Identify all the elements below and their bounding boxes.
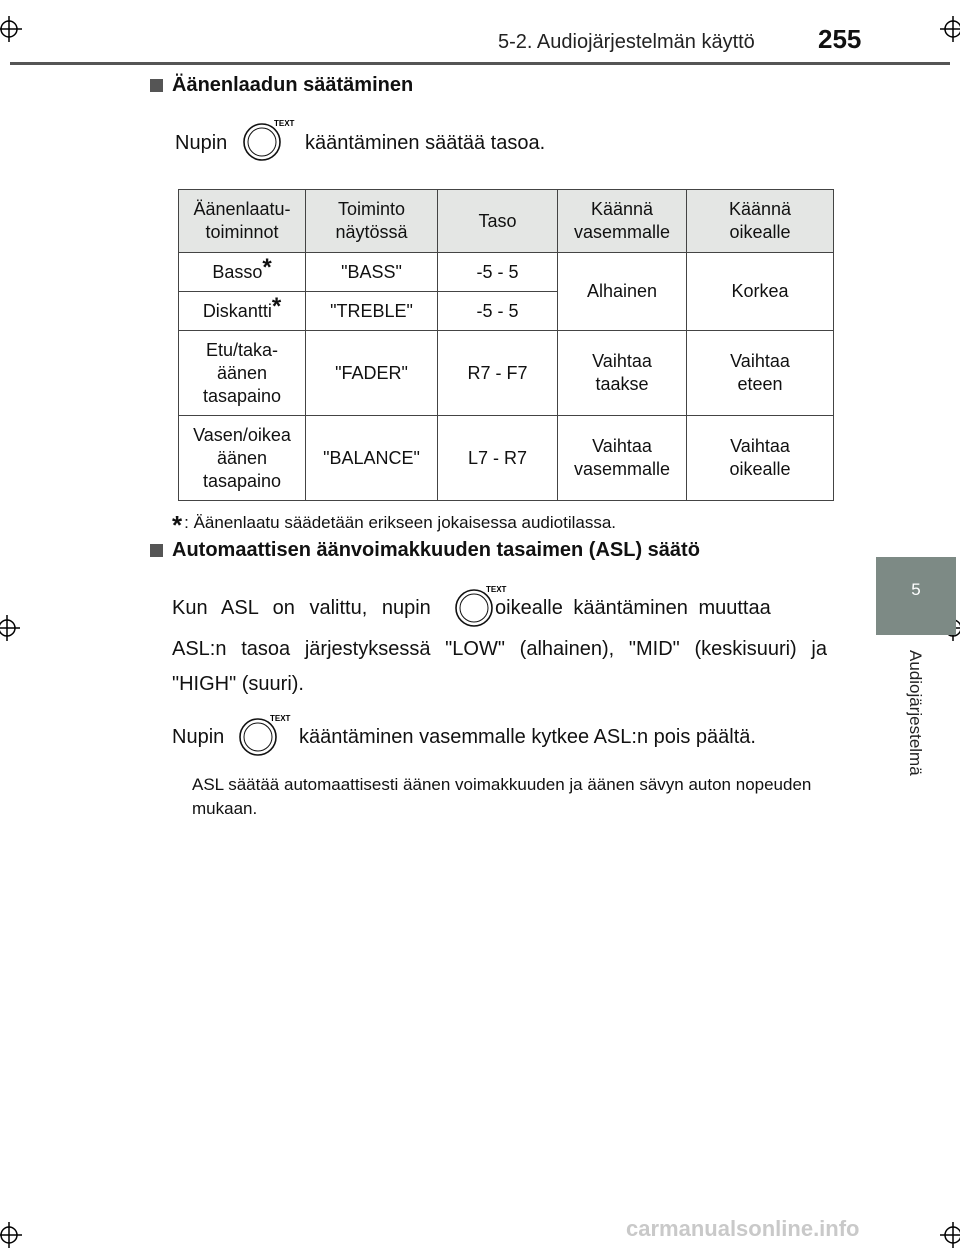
table-row: [179, 253, 834, 292]
table-header-row: [179, 190, 834, 253]
table-cell: Vaihtaa oikealle: [687, 416, 834, 501]
section-title: 5-2. Audiojärjestelmän käyttö: [498, 31, 755, 53]
table-cell: -5 - 5: [438, 253, 558, 292]
asl-paragraph-middle: oikealle kääntäminen muuttaa: [495, 597, 771, 619]
crop-mark-icon: [0, 615, 20, 641]
crop-mark-icon: [0, 16, 22, 42]
footnote-star: *: [172, 510, 183, 540]
asl-paragraph-rest: ASL:n tasoa järjestyksessä "LOW" (alhainen), "MID" (keskisuuri) ja "HIGH" (suuri).: [172, 638, 827, 695]
footnote-star: *: [262, 253, 272, 281]
table-cell: "BASS": [306, 253, 438, 292]
table-cell: Vaihtaa taakse: [558, 331, 687, 416]
footnote-star: *: [271, 292, 282, 320]
header-turn-left: Käännä vasemmalle: [573, 199, 671, 242]
section-heading-sound-quality: [150, 74, 413, 97]
header-display: Toiminto näytössä: [335, 199, 408, 242]
header-mode: Äänenlaatu- toiminnot: [193, 199, 291, 242]
page-number: 255: [818, 24, 862, 54]
chapter-label: Audiojärjestelmä: [906, 650, 925, 776]
asl-off-text: kääntäminen vasemmalle kytkee ASL:n pois päältä.: [299, 726, 756, 748]
table-row: [179, 331, 834, 416]
sound-settings-table: [178, 189, 834, 501]
table-cell: Etu/taka- äänen tasapaino: [179, 331, 306, 416]
mode-label: Basso: [212, 261, 263, 282]
table-cell: Vaihtaa eteen: [687, 331, 834, 416]
knob-instruction-text: kääntäminen säätää tasoa.: [305, 132, 546, 154]
header-divider: [10, 62, 950, 65]
table-cell: Vasen/oikea äänen tasapaino: [179, 416, 306, 501]
table-cell: "BALANCE": [306, 416, 438, 501]
knob-label: TEXT: [486, 585, 507, 594]
tune-knob-icon: [236, 712, 294, 765]
bullet-square-icon: [150, 544, 163, 557]
table-row: [179, 416, 834, 501]
watermark: carmanualsonline.info: [626, 1216, 860, 1241]
asl-off-text: Nupin: [172, 726, 225, 748]
knob-instruction-text: Nupin: [175, 132, 228, 154]
table-header: [687, 190, 834, 253]
table-footnote: [172, 504, 617, 540]
mode-label: Diskantti: [202, 300, 272, 321]
table-header: [179, 190, 306, 253]
footnote-text: : Äänenlaatu säädetään erikseen jokaisessa audiotilassa.: [184, 513, 617, 532]
table-cell: R7 - F7: [438, 331, 558, 416]
section-heading-asl: [150, 539, 700, 562]
knob-label: TEXT: [274, 119, 295, 128]
heading-text: Äänenlaadun säätäminen: [172, 74, 414, 96]
header-level: Taso: [478, 210, 517, 231]
table-cell: Korkea: [687, 253, 834, 331]
table-header: [438, 190, 558, 253]
table-cell: L7 - R7: [438, 416, 558, 501]
table-cell: Alhainen: [558, 253, 687, 331]
heading-text: Automaattisen äänvoimakkuuden tasaimen (ASL) säätö: [172, 539, 700, 561]
header-turn-right: Käännä oikealle: [728, 199, 792, 242]
table-cell: "TREBLE": [306, 292, 438, 331]
crop-mark-icon: [940, 16, 960, 42]
table-cell: -5 - 5: [438, 292, 558, 331]
table-header: [306, 190, 438, 253]
chapter-tab[interactable]: [876, 557, 956, 635]
tune-knob-icon: [240, 117, 298, 170]
table-cell: "FADER": [306, 331, 438, 416]
knob-label: TEXT: [270, 714, 291, 723]
bullet-square-icon: [150, 79, 163, 92]
asl-paragraph-start: Kun ASL on valittu, nupin: [172, 597, 431, 619]
crop-mark-icon: [0, 1222, 22, 1248]
chapter-number: 5: [911, 580, 921, 599]
table-cell: [179, 292, 306, 331]
crop-mark-icon: [940, 1222, 960, 1248]
table-header: [558, 190, 687, 253]
table-cell: Vaihtaa vasemmalle: [558, 416, 687, 501]
asl-note: ASL säätää automaattisesti äänen voimakkuuden ja äänen sävyn auton nopeuden mukaan.: [192, 775, 812, 818]
table-cell: [179, 253, 306, 292]
